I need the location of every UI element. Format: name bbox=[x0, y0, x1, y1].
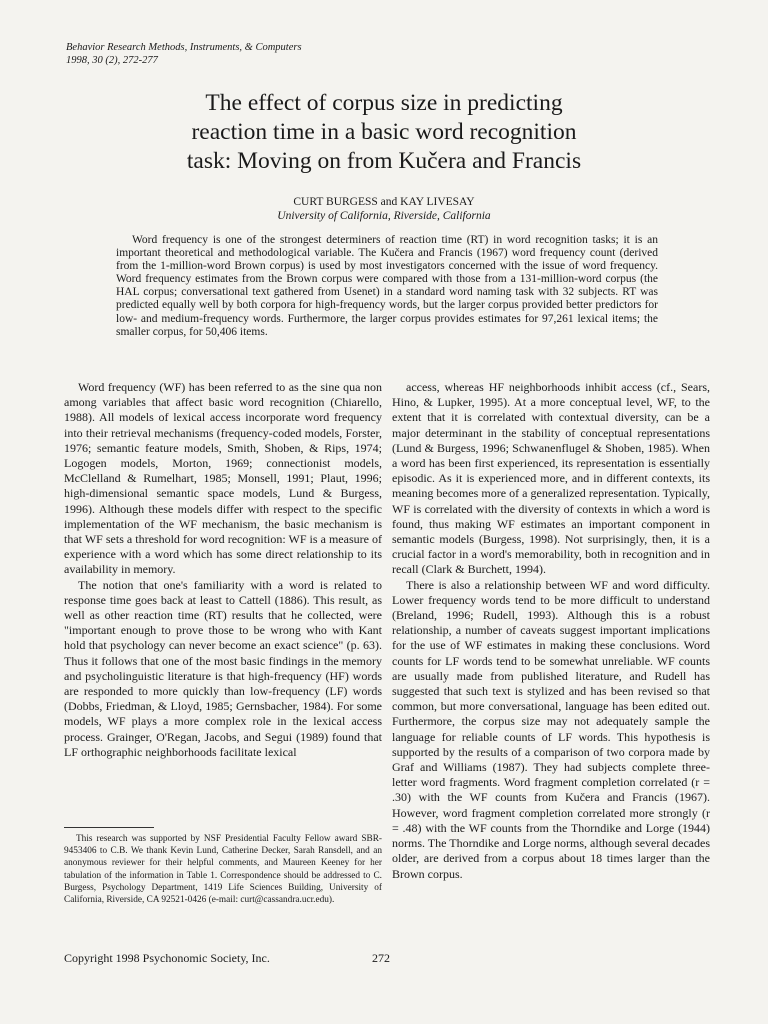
body-paragraph: The notion that one's familiarity with a word is related to response time goes back at least to Cattell (1886). This result, as well as other reaction time (RT) results that he collected, were "important enough to prove those to be wrong who with Kant hold that psychology can never become an exact science" (p. 63). Thus it follows that one of the most basic findings in the memory and psycholinguistic literature is that high-frequency (HF) words are responded to more quickly than low-frequency (LF) words (Dobbs, Friedman, & Lloyd, 1985; Gernsbacher, 1984). For some models, WF plays a more complex role in the lexical access process. Grainger, O'Regan, Jacobs, and Segui (1989) found that LF orthographic neighborhoods facilitate lexical bbox=[64, 577, 382, 759]
journal-header bbox=[66, 41, 302, 67]
title-line-2: reaction time in a basic word recognition bbox=[191, 119, 577, 145]
body-column-left bbox=[64, 380, 382, 760]
body-paragraph: There is also a relationship between WF and word difficulty. Lower frequency words tend to be more difficult to understand (Breland, 1996; Rudell, 1993). Although this is a robust relationship, a number of caveats suggest important implications for the use of WF estimates in making these conclusions. Word counts for LF words tend to be somewhat unreliable. WF counts are usually made from published literature, and Rudell has suggested that such text is stylized and has been revised so that common, but more conversational, language has been edited out. Furthermore, the corpus size may not adequately sample the language for reliable counts of LF words. This hypothesis is supported by the results of a comparison of two corpora made by Graf and Williams (1987). They had subjects complete three-letter word fragments. Word fragment completion correlated (r = .30) with the WF counts from Kučera and Francis (1967). However, word fragment completion correlated more strongly (r = .48) with the WF counts from the Thorndike and Lorge (1944) norms. The Thorndike and Lorge norms, although several decades older, are derived from a corpus about 18 times larger than the Brown corpus. bbox=[392, 577, 710, 881]
journal-name: Behavior Research Methods, Instruments, & Computers bbox=[66, 42, 302, 53]
footnote: This research was supported by NSF Presidential Faculty Fellow award SBR-9453406 to C.B. We thank Kevin Lund, Catherine Decker, Sarah Ransdell, and an anonymous reviewer for their helpful comments, and Maureen Keeney for her tabulation of the information in Table 1. Correspondence should be addressed to C. Burgess, Psychology Department, 1419 Life Sciences Building, University of California, Riverside, CA 92521-0426 (e-mail: curt@cassandra.ucr.edu). bbox=[64, 834, 382, 906]
title-line-1: The effect of corpus size in predicting bbox=[205, 90, 563, 116]
title-line-3: task: Moving on from Kučera and Francis bbox=[186, 148, 582, 174]
footnote-divider bbox=[64, 827, 154, 828]
abstract: Word frequency is one of the strongest determiners of reaction time (RT) in word recognition tasks; it is an important theoretical and methodological variable. The Kučera and Francis (1967) word frequency count (derived from the 1-million-word Brown corpus) is used by most investigators concerned with the issue of word frequency. Word frequency estimates from the Brown corpus were compared with those from a 131-million-word corpus (the HAL corpus; conversational text gathered from Usenet) in a standard word naming task with 32 subjects. RT was predicted equally well by both corpora for high-frequency words, but the larger corpus provided better predictors for low- and medium-frequency words. Furthermore, the larger corpus provides estimates for 97,261 lexical items; the smaller corpus, for 50,406 items. bbox=[116, 234, 658, 338]
author-affiliation: University of California, Riverside, California bbox=[277, 210, 491, 222]
copyright-notice: Copyright 1998 Psychonomic Society, Inc. bbox=[64, 951, 270, 965]
body-paragraph: Word frequency (WF) has been referred to as the sine qua non among variables that affect basic word recognition (Chiarello, 1988). All models of lexical access incorporate word frequency into their retrieval mechanisms (frequency-coded models, Forster, 1976; semantic feature models, Smith, Shoben, & Rips, 1974; Logogen models, Morton, 1969; connectionist models, McClelland & Rumelhart, 1985; Monsell, 1991; Plaut, 1996; high-dimensional semantic space models, Lund & Burgess, 1996). Although these models differ with respect to the specific implementation of the WF mechanism, the basic mechanism is that WF sets a threshold for word recognition: WF is a measure of experience with a word which has some direct relationship to its availability in memory. bbox=[64, 380, 382, 577]
body-column-right bbox=[392, 380, 710, 882]
page-number: 272 bbox=[372, 951, 390, 965]
author-names: CURT BURGESS and KAY LIVESAY bbox=[293, 196, 475, 208]
paper-title bbox=[70, 89, 698, 176]
body-paragraph: access, whereas HF neighborhoods inhibit access (cf., Sears, Hino, & Lupker, 1995). At a more conceptual level, WF, to the extent that it is correlated with contextual diversity, can be a major determinant in the stability of conceptual representations (Lund & Burgess, 1996; Schwanenflugel & Shoben, 1985). When a word has been first experienced, its representation is essentially episodic. As it is experienced more, and in different contexts, its meaning becomes more of a generalized representation. Typically, WF is correlated with the diversity of contexts in which a word is found, thus making WF estimates an important component in semantic models (Burgess, 1998). Not surprisingly, then, it is a crucial factor in a word's memorability, both in recognition and in recall (Clark & Burchett, 1994). bbox=[392, 380, 710, 577]
journal-citation: 1998, 30 (2), 272-277 bbox=[66, 55, 158, 66]
